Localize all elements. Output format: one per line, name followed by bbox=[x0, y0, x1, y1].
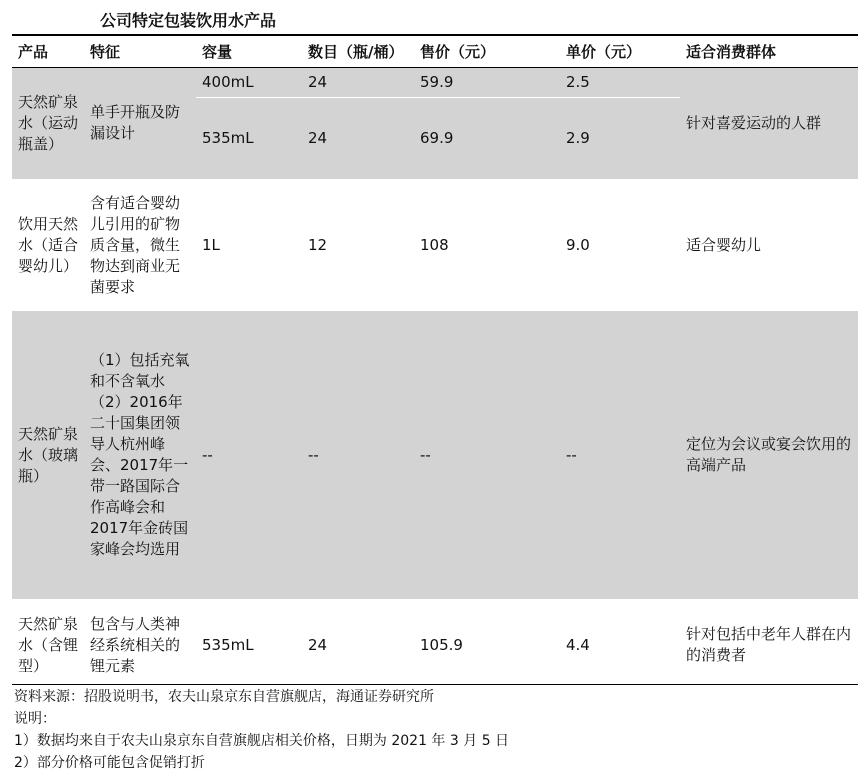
price-cell: 108 bbox=[420, 236, 449, 254]
price-cell: 105.9 bbox=[420, 636, 463, 654]
notes-label: 说明： bbox=[14, 711, 56, 727]
notes-block bbox=[14, 686, 509, 774]
unit-price-cell: 2.9 bbox=[560, 97, 680, 179]
target-group-cell: 针对喜爱运动的人群 bbox=[680, 67, 858, 179]
price-cell: 59.9 bbox=[414, 67, 560, 97]
table-row bbox=[12, 179, 858, 311]
unit-price-cell: -- bbox=[560, 311, 680, 599]
page-title: 公司特定包装饮用水产品 bbox=[100, 11, 277, 30]
product-table bbox=[12, 34, 858, 691]
table-row bbox=[12, 599, 858, 691]
header-price: 售价（元） bbox=[414, 35, 560, 67]
note-2: 2）部分价格可能包含促销打折 bbox=[14, 755, 205, 771]
feature-cell: （1）包括充氧和不含氧水（2）2016年二十国集团领导人杭州峰会、2017年一带一路国际合作高峰会和2017年金砖国家峰会均选用 bbox=[84, 311, 196, 599]
feature-cell: 含有适合婴幼儿引用的矿物质含量，微生物达到商业无菌要求 bbox=[90, 193, 181, 296]
header-target-group: 适合消费群体 bbox=[680, 35, 858, 67]
source-line: 资料来源：招股说明书，农夫山泉京东自营旗舰店，海通证券研究所 bbox=[14, 689, 434, 705]
product-cell: 天然矿泉水（玻璃瓶） bbox=[12, 311, 84, 599]
capacity-cell: 535mL bbox=[202, 636, 254, 654]
unit-price-cell: 2.5 bbox=[560, 67, 680, 97]
header-feature: 特征 bbox=[84, 35, 196, 67]
capacity-cell: 535mL bbox=[196, 97, 302, 179]
table-row bbox=[12, 67, 858, 97]
product-cell: 天然矿泉水（含锂型） bbox=[18, 614, 79, 675]
table-header-row bbox=[12, 35, 858, 67]
target-group-cell: 定位为会议或宴会饮用的高端产品 bbox=[680, 311, 858, 599]
feature-cell: 单手开瓶及防漏设计 bbox=[84, 67, 196, 179]
unit-price-cell: 4.4 bbox=[566, 636, 590, 654]
target-group-cell: 针对包括中老年人群在内的消费者 bbox=[686, 625, 852, 664]
table-row bbox=[12, 311, 858, 599]
product-cell: 饮用天然水（适合婴幼儿） bbox=[18, 214, 79, 275]
note-1: 1）数据均来自于农夫山泉京东自营旗舰店相关价格，日期为 2021 年 3 月 5 日 bbox=[14, 733, 510, 749]
price-cell: 69.9 bbox=[414, 97, 560, 179]
count-cell: 24 bbox=[302, 97, 414, 179]
capacity-cell: 1L bbox=[202, 236, 220, 254]
count-cell: 24 bbox=[302, 67, 414, 97]
feature-cell: 包含与人类神经系统相关的锂元素 bbox=[90, 614, 181, 675]
table-bottom-rule bbox=[12, 684, 858, 685]
count-cell: 24 bbox=[308, 636, 328, 654]
unit-price-cell: 9.0 bbox=[566, 236, 590, 254]
price-cell: -- bbox=[414, 311, 560, 599]
capacity-cell: -- bbox=[196, 311, 302, 599]
header-product: 产品 bbox=[12, 35, 84, 67]
product-cell: 天然矿泉水（运动瓶盖） bbox=[12, 67, 84, 179]
count-cell: 12 bbox=[308, 236, 328, 254]
header-count: 数目（瓶/桶） bbox=[302, 35, 414, 67]
count-cell: -- bbox=[302, 311, 414, 599]
target-group-cell: 适合婴幼儿 bbox=[686, 235, 762, 254]
header-unit-price: 单价（元） bbox=[560, 35, 680, 67]
capacity-cell: 400mL bbox=[196, 67, 302, 97]
header-capacity: 容量 bbox=[196, 35, 302, 67]
